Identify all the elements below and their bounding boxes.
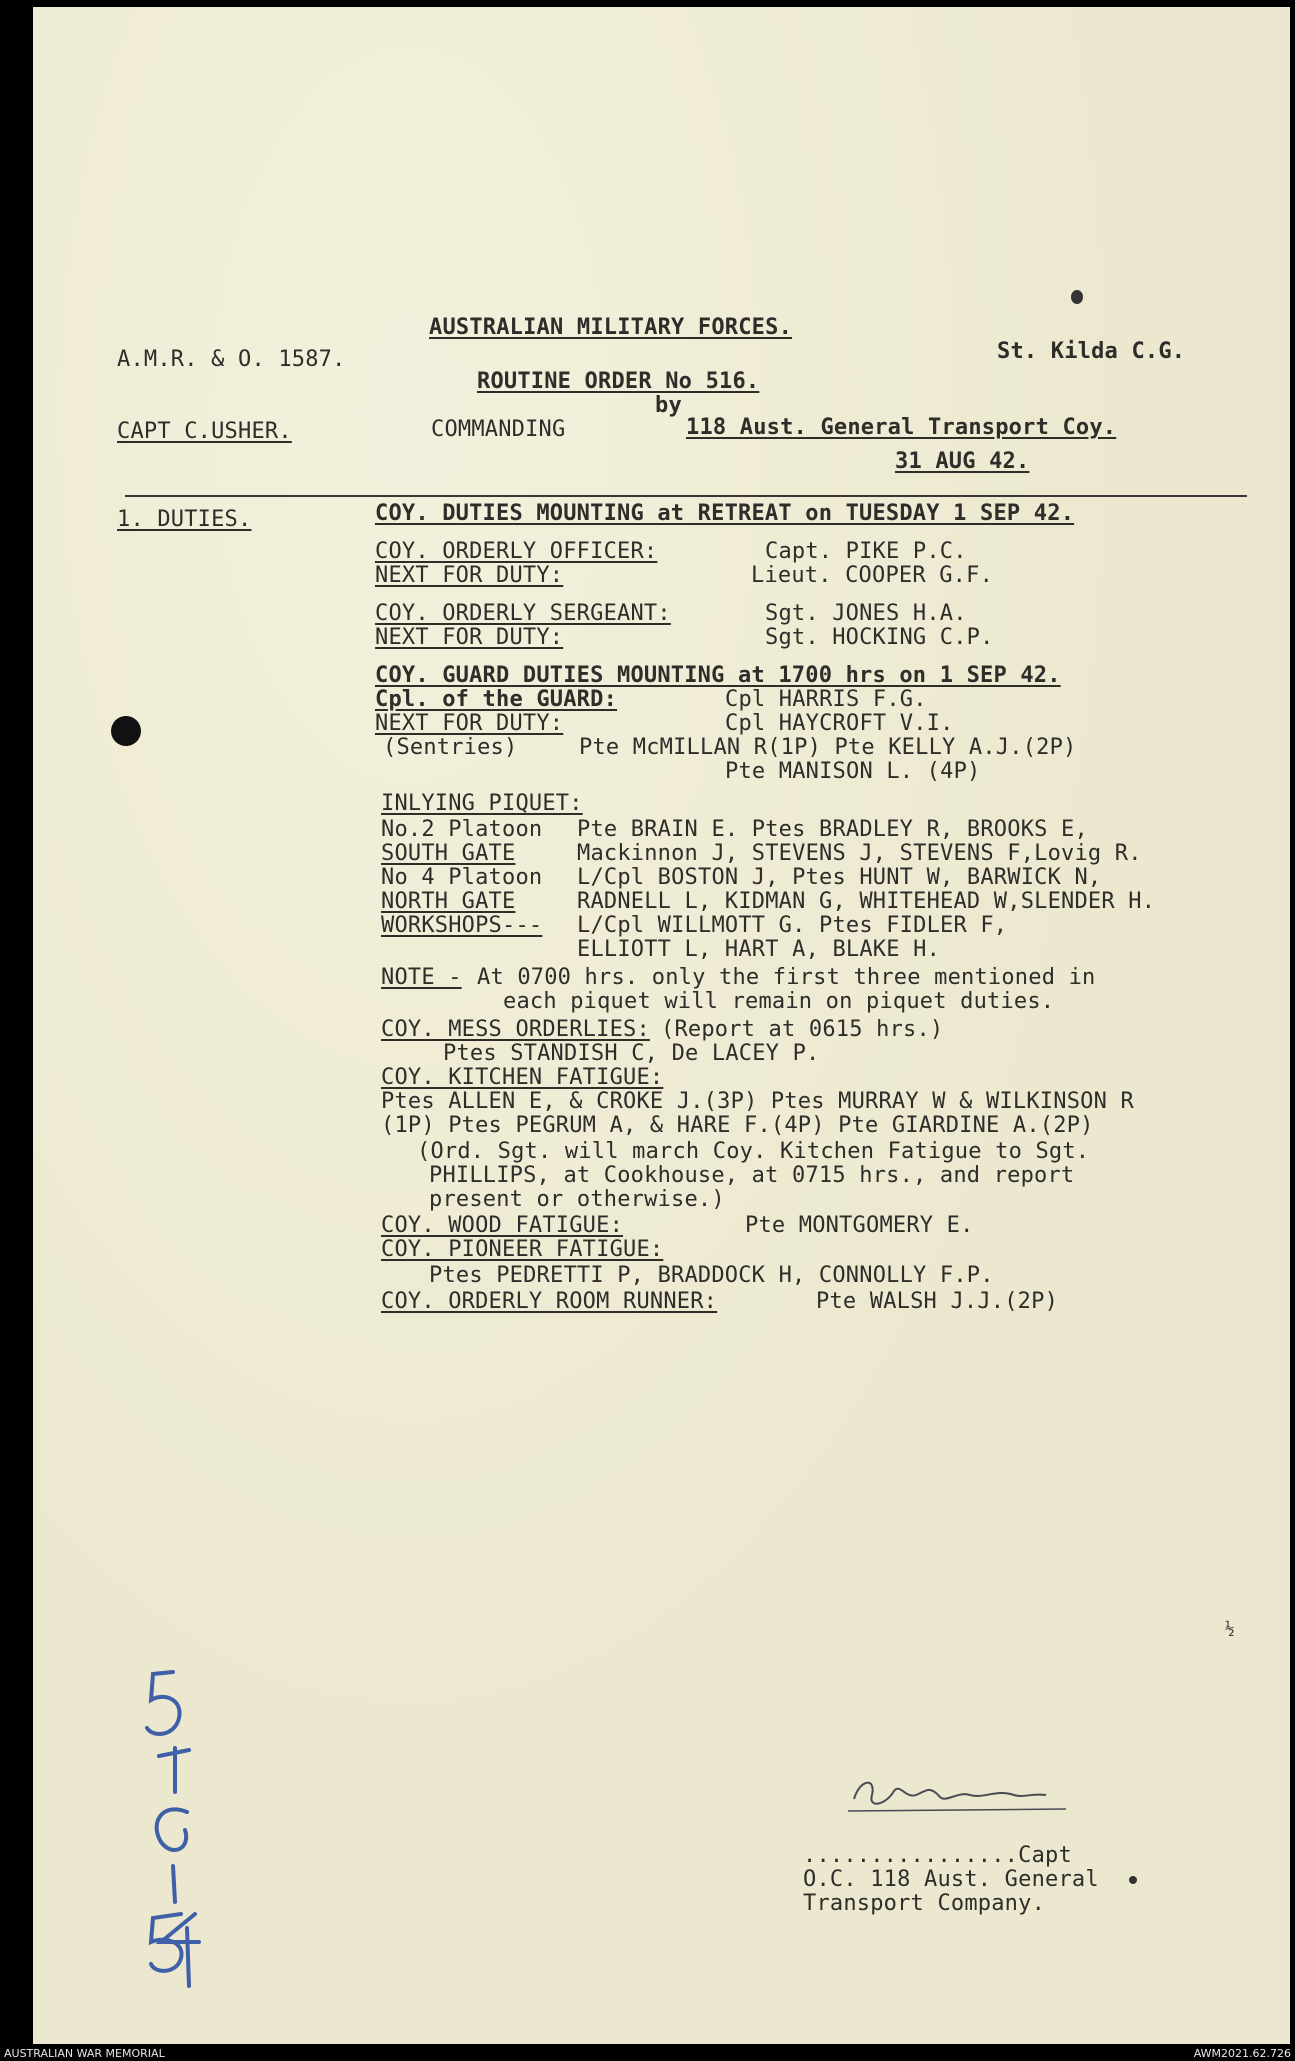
north-gate-label: NORTH GATE — [381, 889, 516, 914]
orderly-sergeant-label: COY. ORDERLY SERGEANT: — [375, 601, 671, 626]
guard-corporal-label: Cpl. of the GUARD: — [375, 687, 618, 712]
margin-mark: ½ — [1225, 1619, 1235, 1638]
workshops-names-cont: ELLIOTT L, HART A, BLAKE H. — [577, 937, 941, 962]
platoon-4-names: L/Cpl BOSTON J, Ptes HUNT W, BARWICK N, — [577, 865, 1102, 890]
commanding-label: COMMANDING — [431, 417, 566, 442]
kitchen-fatigue-names-cont: (1P) Ptes PEGRUM A, & HARE F.(4P) Pte GIARDINE A.(2P) — [381, 1113, 1094, 1138]
signature-title-line: O.C. 118 Aust. General — [803, 1867, 1099, 1892]
signature-scrawl — [846, 1765, 1076, 1825]
guard-duties-line: COY. GUARD DUTIES MOUNTING at 1700 hrs on 1 SEP 42. — [375, 663, 1061, 688]
workshops-label: WORKSHOPS--- — [381, 913, 543, 938]
kitchen-instruction: (Ord. Sgt. will march Coy. Kitchen Fatigue to Sgt. — [417, 1139, 1090, 1164]
orderly-sergeant-name: Sgt. JONES H.A. — [765, 601, 967, 626]
guard-corporal-name: Cpl HARRIS F.G. — [725, 687, 927, 712]
pioneer-fatigue-names: Ptes PEDRETTI P, BRADDOCK H, CONNOLLY F.P. — [429, 1263, 994, 1288]
inlying-piquet-label: INLYING PIQUET: — [381, 791, 583, 816]
kitchen-instruction-end: present or otherwise.) — [429, 1187, 725, 1212]
orderly-room-runner-name: Pte WALSH J.J.(2P) — [816, 1289, 1059, 1314]
by-word: by — [655, 393, 682, 418]
kitchen-fatigue-label: COY. KITCHEN FATIGUE: — [381, 1065, 664, 1090]
duties-mounting-line: COY. DUTIES MOUNTING at RETREAT on TUESDAY 1 SEP 42. — [375, 501, 1075, 526]
commanding-officer: CAPT C.USHER. — [117, 419, 292, 444]
punch-hole — [111, 716, 141, 746]
file-reference: A.M.R. & O. 1587. — [117, 347, 346, 372]
next-for-duty-label: NEXT FOR DUTY: — [375, 625, 564, 650]
platoon-4-label: No 4 Platoon — [381, 865, 543, 890]
handwritten-range-annotation — [103, 1652, 243, 1992]
pioneer-fatigue-label: COY. PIONEER FATIGUE: — [381, 1237, 664, 1262]
sentries-names: Pte McMILLAN R(1P) Pte KELLY A.J.(2P) — [579, 735, 1077, 760]
document-page — [33, 7, 1290, 2044]
wood-fatigue-name: Pte MONTGOMERY E. — [745, 1213, 974, 1238]
next-for-duty-label: NEXT FOR DUTY: — [375, 563, 564, 588]
mess-orderlies-names: Ptes STANDISH C, De LACEY P. — [443, 1041, 820, 1066]
mess-orderlies-label: COY. MESS ORDERLIES: — [381, 1017, 650, 1042]
note-text: At 0700 hrs. only the first three mentioned in — [477, 965, 1096, 990]
routine-order-number: ROUTINE ORDER No 516. — [477, 369, 760, 394]
archive-footer — [0, 2044, 1295, 2061]
mess-report-time: (Report at 0615 hrs.) — [661, 1017, 944, 1042]
next-for-duty-label: NEXT FOR DUTY: — [375, 711, 564, 736]
kitchen-instruction-cont: PHILLIPS, at Cookhouse, at 0715 hrs., and report — [429, 1163, 1075, 1188]
next-officer-name: Lieut. COOPER G.F. — [751, 563, 994, 588]
header-divider — [125, 495, 1247, 497]
unit-name: 118 Aust. General Transport Coy. — [686, 415, 1117, 440]
workshops-names: L/Cpl WILLMOTT G. Ptes FIDLER F, — [577, 913, 1008, 938]
note-label: NOTE - — [381, 965, 462, 990]
south-gate-names: Mackinnon J, STEVENS J, STEVENS F,Lovig R. — [577, 841, 1142, 866]
wood-fatigue-label: COY. WOOD FATIGUE: — [381, 1213, 624, 1238]
order-date: 31 AUG 42. — [895, 449, 1030, 474]
signature-rank-line: ................Capt — [803, 1843, 1072, 1868]
platoon-2-label: No.2 Platoon — [381, 817, 543, 842]
kitchen-fatigue-names: Ptes ALLEN E, & CROKE J.(3P) Ptes MURRAY W & WILKINSON R — [381, 1089, 1134, 1114]
document-title: AUSTRALIAN MILITARY FORCES. — [429, 315, 793, 340]
platoon-2-names: Pte BRAIN E. Ptes BRADLEY R, BROOKS E, — [577, 817, 1088, 842]
location: St. Kilda C.G. — [997, 339, 1186, 364]
footer-accession-number: AWM2021.62.726 — [1193, 2047, 1291, 2060]
signature-unit-line: Transport Company. — [803, 1891, 1046, 1916]
sentries-names-cont: Pte MANISON L. (4P) — [725, 759, 981, 784]
north-gate-names: RADNELL L, KIDMAN G, WHITEHEAD W,SLENDER H. — [577, 889, 1156, 914]
section-number: 1. DUTIES. — [117, 507, 252, 532]
sentries-label: (Sentries) — [383, 735, 518, 760]
ink-spot — [1071, 290, 1083, 304]
note-text-cont: each piquet will remain on piquet duties. — [503, 989, 1055, 1014]
ink-spot — [1129, 1876, 1137, 1884]
next-corporal-name: Cpl HAYCROFT V.I. — [725, 711, 954, 736]
orderly-room-runner-label: COY. ORDERLY ROOM RUNNER: — [381, 1289, 718, 1314]
south-gate-label: SOUTH GATE — [381, 841, 516, 866]
footer-institution: AUSTRALIAN WAR MEMORIAL — [4, 2047, 165, 2060]
next-sergeant-name: Sgt. HOCKING C.P. — [765, 625, 994, 650]
orderly-officer-label: COY. ORDERLY OFFICER: — [375, 539, 658, 564]
orderly-officer-name: Capt. PIKE P.C. — [765, 539, 967, 564]
